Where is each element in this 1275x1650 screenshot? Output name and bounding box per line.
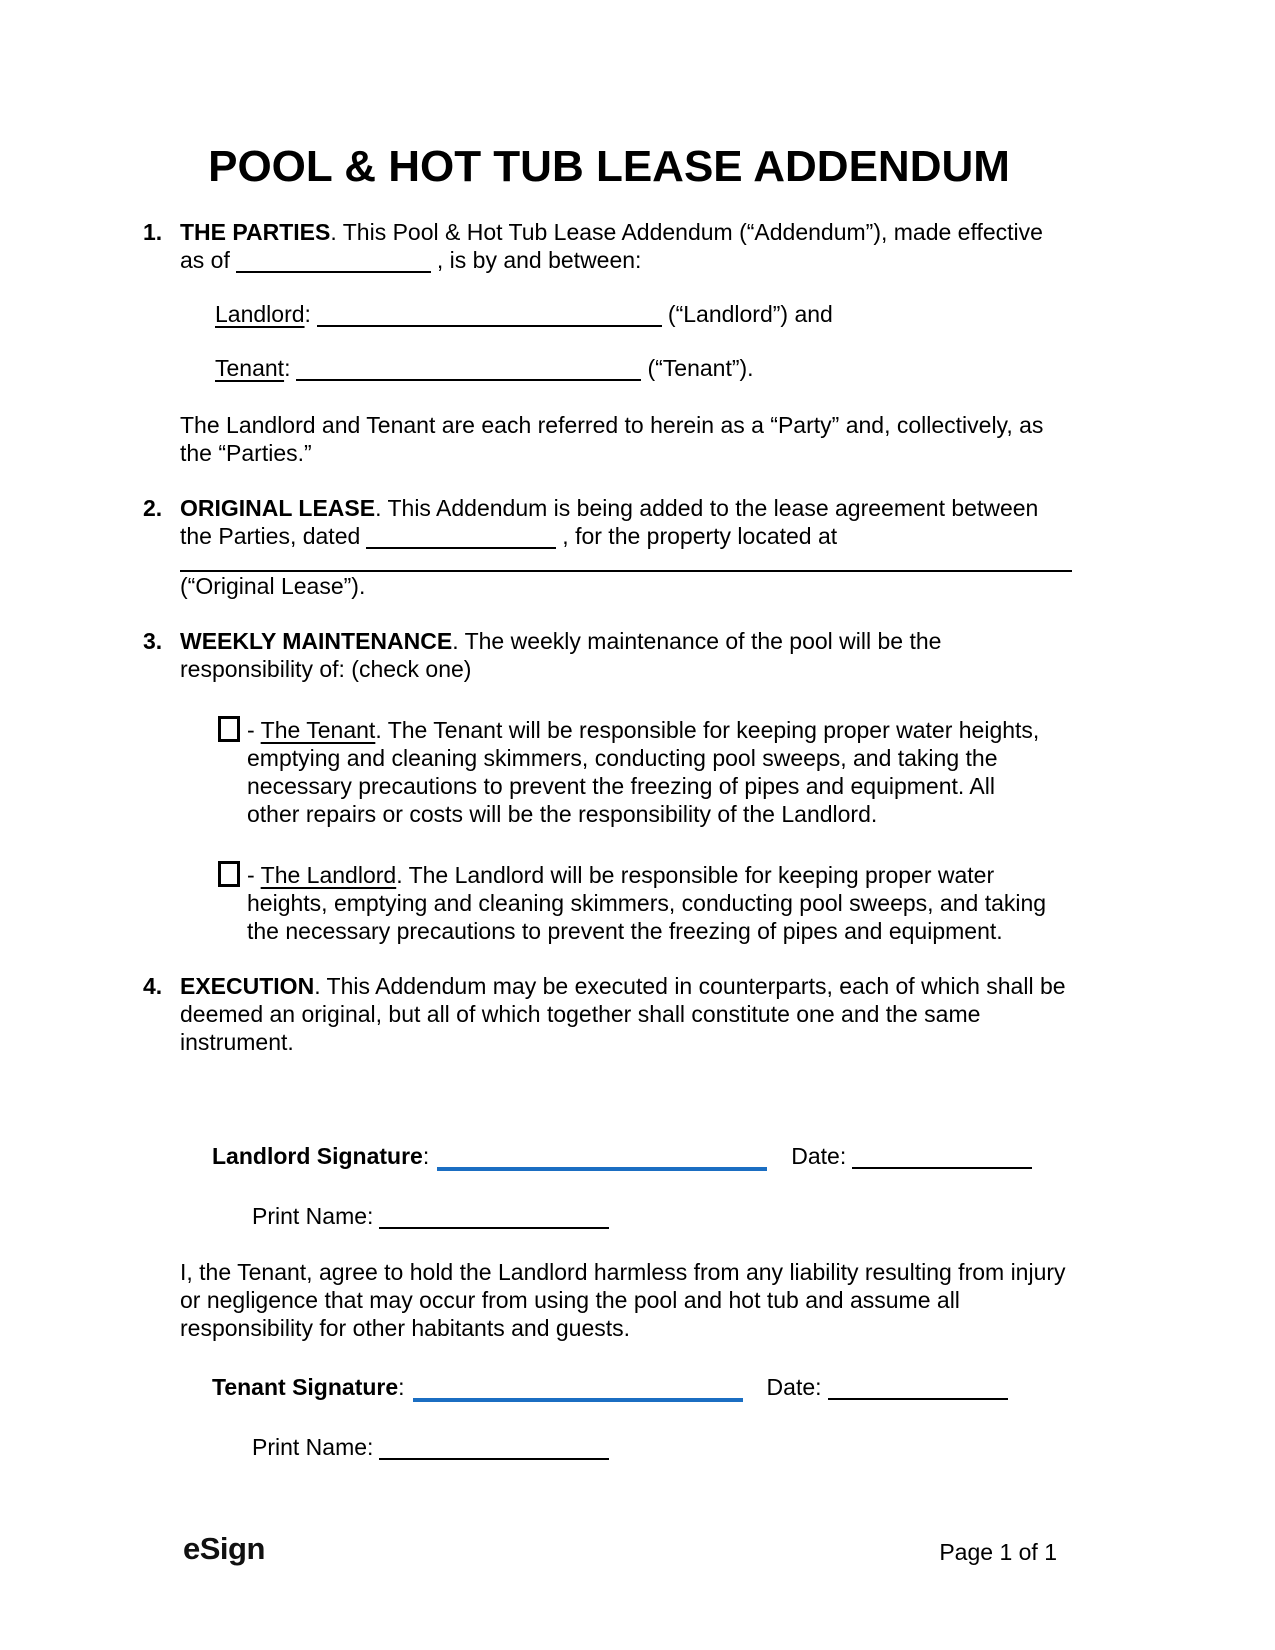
section-2-text-after: , for the property located at (562, 523, 838, 549)
landlord-option-text (247, 861, 1047, 945)
section-4-number: 4. (143, 973, 163, 999)
section-4-text (180, 972, 1072, 1056)
landlord-print-name-field[interactable] (379, 1205, 609, 1229)
section-3-body (180, 627, 1072, 945)
section-1-heading: THE PARTIES (180, 219, 331, 245)
property-address-field[interactable] (180, 550, 1072, 572)
tenant-signature-field[interactable] (413, 1376, 743, 1402)
tenant-name-field[interactable] (296, 357, 641, 381)
lease-date-field[interactable] (366, 525, 556, 549)
section-3-number: 3. (143, 628, 163, 654)
tenant-label: Tenant (215, 355, 285, 381)
tenant-option-label: The Tenant (260, 717, 376, 743)
tenant-label-colon: : (284, 355, 291, 381)
option-dash: - (247, 717, 255, 743)
section-2-text-before: . This Addendum is being added to the lease agreement between the Parties, dated (180, 495, 1039, 549)
tenant-print-row (252, 1433, 1072, 1461)
landlord-print-row (252, 1202, 1072, 1230)
tenant-signature-row (212, 1373, 1072, 1402)
landlord-label: Landlord (215, 301, 305, 327)
tenant-date-label: Date: (766, 1374, 822, 1400)
landlord-print-label: Print Name: (252, 1203, 374, 1229)
section-1-number: 1. (143, 219, 163, 245)
landlord-label-colon: : (304, 301, 311, 327)
section-3-heading: WEEKLY MAINTENANCE (180, 628, 453, 654)
section-2-text (180, 494, 1072, 550)
landlord-signature-row (212, 1142, 1072, 1171)
landlord-suffix: (“Landlord”) and (667, 301, 833, 327)
section-1-parties (143, 218, 1075, 467)
page-footer (183, 1532, 1057, 1566)
esign-logo: eSign (183, 1531, 265, 1566)
landlord-row (215, 300, 1072, 328)
option-dash: - (247, 862, 255, 888)
effective-date-field[interactable] (236, 249, 431, 273)
section-1-body (180, 218, 1072, 467)
section-2-body (180, 494, 1072, 600)
section-4-body (180, 972, 1072, 1461)
tenant-suffix: (“Tenant”). (647, 355, 754, 381)
landlord-option-body: . The Landlord will be responsible for keeping proper water heights, emptying and cleaning skimmers, conducting pool sweeps, and taking the necessary precautions to prevent the freezing of pipes and equipment. (247, 862, 1047, 944)
landlord-signature-label: Landlord Signature (212, 1143, 423, 1169)
section-3-text (180, 627, 1072, 683)
tenant-option-body: . The Tenant will be responsible for keeping proper water heights, emptying and cleaning skimmers, conducting pool sweeps, and taking the necessary precautions to prevent the freezing of pipes and equipment. All other repairs or costs will be the responsibility of the Landlord. (247, 717, 1040, 827)
tenant-print-label: Print Name: (252, 1434, 374, 1460)
tenant-row (215, 354, 1072, 382)
section-4-execution (143, 972, 1075, 1461)
parties-note: The Landlord and Tenant are each referred to herein as a “Party” and, collectively, as the “Parties.” (180, 412, 1044, 466)
section-4-heading: EXECUTION (180, 973, 315, 999)
page-number: Page 1 of 1 (939, 1539, 1057, 1565)
tenant-release-paragraph: I, the Tenant, agree to hold the Landlord harmless from any liability resulting from injury or negligence that may occur from using the pool and hot tub and assume all responsibility for other habitants and guests. (180, 1259, 1066, 1341)
landlord-date-label: Date: (791, 1143, 847, 1169)
maintenance-option-tenant (218, 716, 1072, 828)
original-lease-caption: (“Original Lease”). (180, 573, 366, 599)
tenant-print-name-field[interactable] (379, 1436, 609, 1460)
tenant-signature-label: Tenant Signature (212, 1374, 399, 1400)
tenant-option-text (247, 716, 1047, 828)
landlord-signature-colon: : (422, 1143, 430, 1169)
section-3-text-body: . The weekly maintenance of the pool will be the responsibility of: (check one) (180, 628, 942, 682)
landlord-signature-field[interactable] (437, 1145, 767, 1171)
section-1-intro-tail: , is by and between: (436, 247, 642, 273)
landlord-option-label: The Landlord (260, 862, 397, 888)
maintenance-option-landlord (218, 861, 1072, 945)
section-1-intro-text: . This Pool & Hot Tub Lease Addendum (“Addendum”), made effective as of (180, 219, 1043, 273)
section-3-weekly-maintenance (143, 627, 1075, 945)
section-4-text-body: . This Addendum may be executed in counterparts, each of which shall be deemed an original, but all of which together shall constitute one and the same instrument. (180, 973, 1066, 1055)
page-title: POOL & HOT TUB LEASE ADDENDUM (208, 142, 1010, 191)
landlord-date-field[interactable] (852, 1145, 1032, 1169)
section-2-original-lease (143, 494, 1075, 600)
tenant-maintenance-checkbox[interactable] (218, 716, 240, 742)
tenant-signature-colon: : (398, 1374, 405, 1400)
section-2-number: 2. (143, 495, 163, 521)
landlord-maintenance-checkbox[interactable] (218, 861, 240, 887)
landlord-name-field[interactable] (317, 303, 662, 327)
section-2-heading: ORIGINAL LEASE (180, 495, 376, 521)
tenant-date-field[interactable] (828, 1376, 1008, 1400)
section-1-intro (180, 218, 1072, 274)
